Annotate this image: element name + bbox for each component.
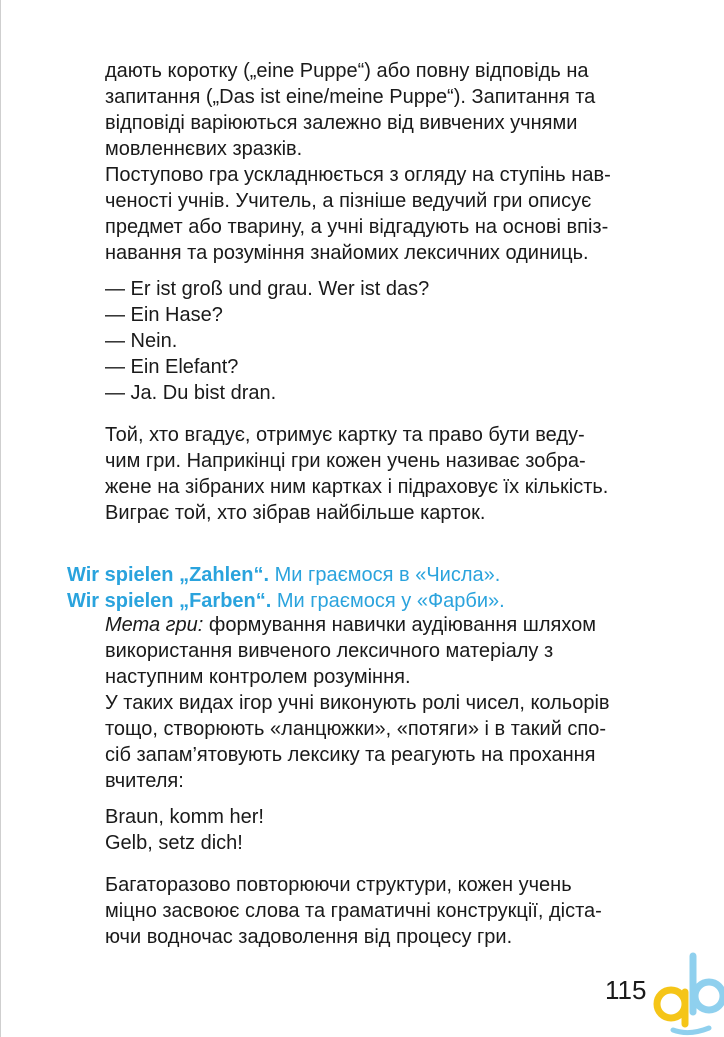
text-line: міцно засвоює слова та граматичні конструкції, діста- — [105, 900, 602, 922]
section-headings — [67, 562, 505, 614]
main-text-upper — [105, 58, 653, 526]
ab-logo-icon — [653, 952, 724, 1037]
text-line: Виграє той, хто зібрав найбільше карток. — [105, 502, 486, 524]
dialog-line: — Ein Elefant? — [105, 356, 239, 378]
text-line: Багаторазово повторюючи структури, кожен учень — [105, 874, 572, 896]
dialog-line: — Ein Hase? — [105, 304, 223, 326]
text-line: жене на зібраних ним картках і підраховує їх кількість. — [105, 476, 609, 498]
main-text-lower — [105, 612, 653, 950]
text-line: сіб запам’ятовують лексику та реагують на прохання — [105, 744, 596, 766]
heading-german: Wir spielen „Farben“. — [67, 590, 272, 612]
text-line: ченості учнів. Учитель, а пізніше ведучий гри описує — [105, 190, 592, 212]
command-line: Braun, komm her! — [105, 806, 264, 828]
goal-label: Мета гри: — [105, 614, 204, 636]
text-line: Поступово гра ускладнюється з огляду на ступінь нав- — [105, 164, 611, 186]
paragraph-game-progression — [105, 162, 653, 266]
dialog-line: — Ja. Du bist dran. — [105, 382, 277, 404]
text-line: дають коротку („eine Puppe“) або повну відповідь на — [105, 60, 589, 82]
command-line: Gelb, setz dich! — [105, 832, 243, 854]
text-line: вчителя: — [105, 770, 184, 792]
text-line: мовленнєвих зразків. — [105, 138, 303, 160]
text-line: наступним контролем розуміння. — [105, 666, 411, 688]
text-line: використання вивченого лексичного матеріалу з — [105, 640, 554, 662]
paragraph-winner — [105, 422, 653, 526]
section-heading-farben — [67, 588, 505, 614]
text-line: відповіді варіюються залежно від вивчених учнями — [105, 112, 578, 134]
text-line: Той, хто вгадує, отримує картку та право бути веду- — [105, 424, 585, 446]
text-line: предмет або тварину, а учні відгадують на основі впіз- — [105, 216, 609, 238]
page-number: 115 — [605, 975, 647, 1005]
dialog-line: — Er ist groß und grau. Wer ist das? — [105, 278, 430, 300]
section-heading-zahlen — [67, 562, 505, 588]
paragraph-game-goal — [105, 612, 653, 690]
heading-ukrainian: Ми граємося в «Числа». — [269, 564, 501, 586]
heading-ukrainian: Ми граємося у «Фарби». — [271, 590, 505, 612]
paragraph-roles — [105, 690, 653, 794]
paragraph-conclusion — [105, 872, 653, 950]
text-line: ючи водночас задоволення від процесу гри. — [105, 926, 513, 948]
text-line — [105, 612, 653, 638]
dialog-line: — Nein. — [105, 330, 178, 352]
heading-german: Wir spielen „Zahlen“. — [67, 564, 270, 586]
text-line: У таких видах ігор учні виконують ролі чисел, кольорів — [105, 692, 610, 714]
text-line: чим гри. Наприкінці гри кожен учень називає зобра- — [105, 450, 586, 472]
goal-text: формування навички аудіювання шляхом — [203, 614, 596, 636]
text-line: запитання („Das ist eine/meine Puppe“). Запитання та — [105, 86, 596, 108]
paragraph-answers — [105, 58, 653, 162]
commands-example — [105, 804, 653, 856]
dialog-example — [105, 276, 653, 406]
text-line: тощо, створюють «ланцюжки», «потяги» і в такий спо- — [105, 718, 607, 740]
text-line: навання та розуміння знайомих лексичних одиниць. — [105, 242, 589, 264]
